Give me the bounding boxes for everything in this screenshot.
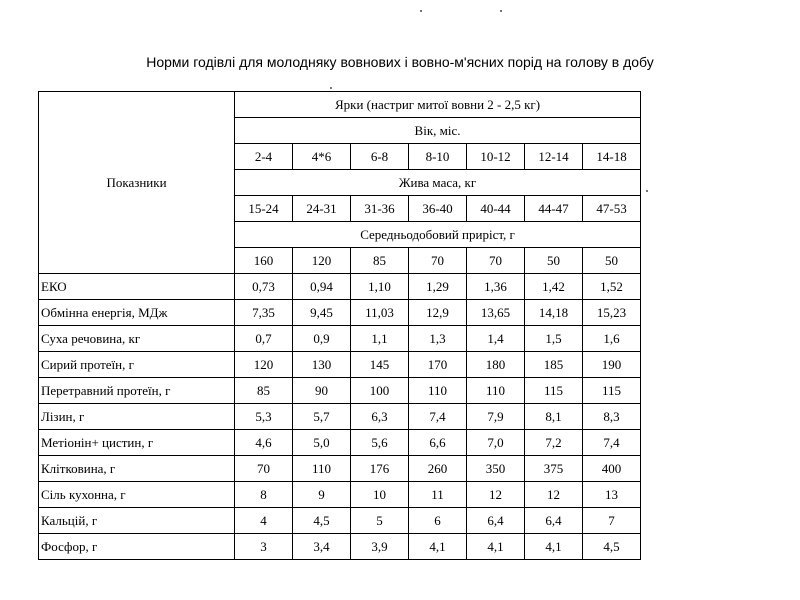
gain-cell: 70 — [467, 248, 525, 274]
table-cell: 12,9 — [409, 300, 467, 326]
table-cell: 1,4 — [467, 326, 525, 352]
row-label: Перетравний протеїн, г — [39, 378, 235, 404]
table-cell: 4,1 — [525, 534, 583, 560]
age-cell: 12-14 — [525, 144, 583, 170]
table-cell: 9,45 — [293, 300, 351, 326]
table-cell: 8 — [235, 482, 293, 508]
table-cell: 5,7 — [293, 404, 351, 430]
table-cell: 4,1 — [467, 534, 525, 560]
table-cell: 6,4 — [525, 508, 583, 534]
weight-cell: 36-40 — [409, 196, 467, 222]
table-cell: 8,1 — [525, 404, 583, 430]
table-row — [39, 378, 641, 404]
table-row — [39, 482, 641, 508]
table-row — [39, 326, 641, 352]
table-cell: 5 — [351, 508, 409, 534]
table-cell: 3 — [235, 534, 293, 560]
age-cell: 8-10 — [409, 144, 467, 170]
table-cell: 13,65 — [467, 300, 525, 326]
table-cell: 130 — [293, 352, 351, 378]
table-cell: 6,3 — [351, 404, 409, 430]
table-cell: 100 — [351, 378, 409, 404]
table-cell: 1,42 — [525, 274, 583, 300]
page-title: Норми годівлі для молодняку вовнових і вовно-м'ясних порід на голову в добу — [146, 54, 654, 70]
weight-cell: 44-47 — [525, 196, 583, 222]
table-cell: 1,3 — [409, 326, 467, 352]
table-cell: 8,3 — [583, 404, 641, 430]
table-cell: 7 — [583, 508, 641, 534]
table-cell: 190 — [583, 352, 641, 378]
table-cell: 0,9 — [293, 326, 351, 352]
table-row — [39, 274, 641, 300]
row-label: Сіль кухонна, г — [39, 482, 235, 508]
table-cell: 5,0 — [293, 430, 351, 456]
table-cell: 5,3 — [235, 404, 293, 430]
row-label: Клітковина, г — [39, 456, 235, 482]
table-cell: 12 — [525, 482, 583, 508]
table-cell: 1,5 — [525, 326, 583, 352]
table-cell: 7,4 — [409, 404, 467, 430]
table-cell: 7,9 — [467, 404, 525, 430]
gain-cell: 50 — [583, 248, 641, 274]
table-cell: 120 — [235, 352, 293, 378]
table-cell: 7,4 — [583, 430, 641, 456]
table-cell: 15,23 — [583, 300, 641, 326]
table-cell: 7,0 — [467, 430, 525, 456]
table-cell: 0,73 — [235, 274, 293, 300]
gain-cell: 85 — [351, 248, 409, 274]
table-cell: 1,52 — [583, 274, 641, 300]
table-cell: 185 — [525, 352, 583, 378]
weight-cell: 15-24 — [235, 196, 293, 222]
table-cell: 7,2 — [525, 430, 583, 456]
table-cell: 10 — [351, 482, 409, 508]
table-row — [39, 534, 641, 560]
group-header: Ярки (настриг митої вовни 2 - 2,5 кг) — [235, 92, 641, 118]
table-cell: 5,6 — [351, 430, 409, 456]
row-label: ЕКО — [39, 274, 235, 300]
table-cell: 14,18 — [525, 300, 583, 326]
table-cell: 176 — [351, 456, 409, 482]
gain-cell: 50 — [525, 248, 583, 274]
table-cell: 12 — [467, 482, 525, 508]
row-label: Обмінна енергія, МДж — [39, 300, 235, 326]
table-cell: 110 — [467, 378, 525, 404]
decorative-dot — [500, 10, 502, 12]
table-cell: 4,5 — [293, 508, 351, 534]
table-cell: 11 — [409, 482, 467, 508]
table-cell: 70 — [235, 456, 293, 482]
age-cell: 4*6 — [293, 144, 351, 170]
table-cell: 6 — [409, 508, 467, 534]
table-cell: 4,1 — [409, 534, 467, 560]
table-cell: 3,4 — [293, 534, 351, 560]
row-label: Лізин, г — [39, 404, 235, 430]
weight-cell: 40-44 — [467, 196, 525, 222]
table-cell: 260 — [409, 456, 467, 482]
table-row — [39, 456, 641, 482]
table-cell: 180 — [467, 352, 525, 378]
table-cell: 4,5 — [583, 534, 641, 560]
row-label: Суха речовина, кг — [39, 326, 235, 352]
age-cell: 6-8 — [351, 144, 409, 170]
weight-cell: 47-53 — [583, 196, 641, 222]
age-cell: 2-4 — [235, 144, 293, 170]
decorative-dot — [646, 190, 648, 192]
table-cell: 145 — [351, 352, 409, 378]
age-cell: 10-12 — [467, 144, 525, 170]
table-cell: 11,03 — [351, 300, 409, 326]
table-row — [39, 404, 641, 430]
row-label: Кальцій, г — [39, 508, 235, 534]
gain-cell: 70 — [409, 248, 467, 274]
age-header: Вік, міс. — [235, 118, 641, 144]
table-cell: 4 — [235, 508, 293, 534]
table-cell: 115 — [583, 378, 641, 404]
table-cell: 110 — [409, 378, 467, 404]
row-label: Фосфор, г — [39, 534, 235, 560]
table-cell: 1,36 — [467, 274, 525, 300]
row-label: Сирий протеїн, г — [39, 352, 235, 378]
decorative-dot — [420, 10, 422, 12]
gain-header: Середньодобовий приріст, г — [235, 222, 641, 248]
table-cell: 4,6 — [235, 430, 293, 456]
table-row — [39, 352, 641, 378]
table-cell: 6,4 — [467, 508, 525, 534]
table-cell: 115 — [525, 378, 583, 404]
table-cell: 400 — [583, 456, 641, 482]
table-row — [39, 430, 641, 456]
table-cell: 6,6 — [409, 430, 467, 456]
header-row-group — [39, 92, 641, 118]
weight-cell: 24-31 — [293, 196, 351, 222]
age-cell: 14-18 — [583, 144, 641, 170]
table-cell: 3,9 — [351, 534, 409, 560]
table-cell: 9 — [293, 482, 351, 508]
weight-header: Жива маса, кг — [235, 170, 641, 196]
table-row — [39, 508, 641, 534]
table-cell: 7,35 — [235, 300, 293, 326]
gain-cell: 120 — [293, 248, 351, 274]
table-cell: 0,7 — [235, 326, 293, 352]
gain-cell: 160 — [235, 248, 293, 274]
table-cell: 85 — [235, 378, 293, 404]
table-cell: 90 — [293, 378, 351, 404]
table-cell: 13 — [583, 482, 641, 508]
corner-header: Показники — [39, 92, 235, 274]
table-cell: 0,94 — [293, 274, 351, 300]
table-cell: 1,1 — [351, 326, 409, 352]
decorative-dot — [330, 87, 332, 89]
table-cell: 110 — [293, 456, 351, 482]
table-cell: 170 — [409, 352, 467, 378]
table-cell: 350 — [467, 456, 525, 482]
row-label: Метіонін+ цистин, г — [39, 430, 235, 456]
table-cell: 375 — [525, 456, 583, 482]
table-cell: 1,29 — [409, 274, 467, 300]
table-row — [39, 300, 641, 326]
table-cell: 1,10 — [351, 274, 409, 300]
feeding-norms-table — [38, 91, 641, 560]
table-cell: 1,6 — [583, 326, 641, 352]
weight-cell: 31-36 — [351, 196, 409, 222]
